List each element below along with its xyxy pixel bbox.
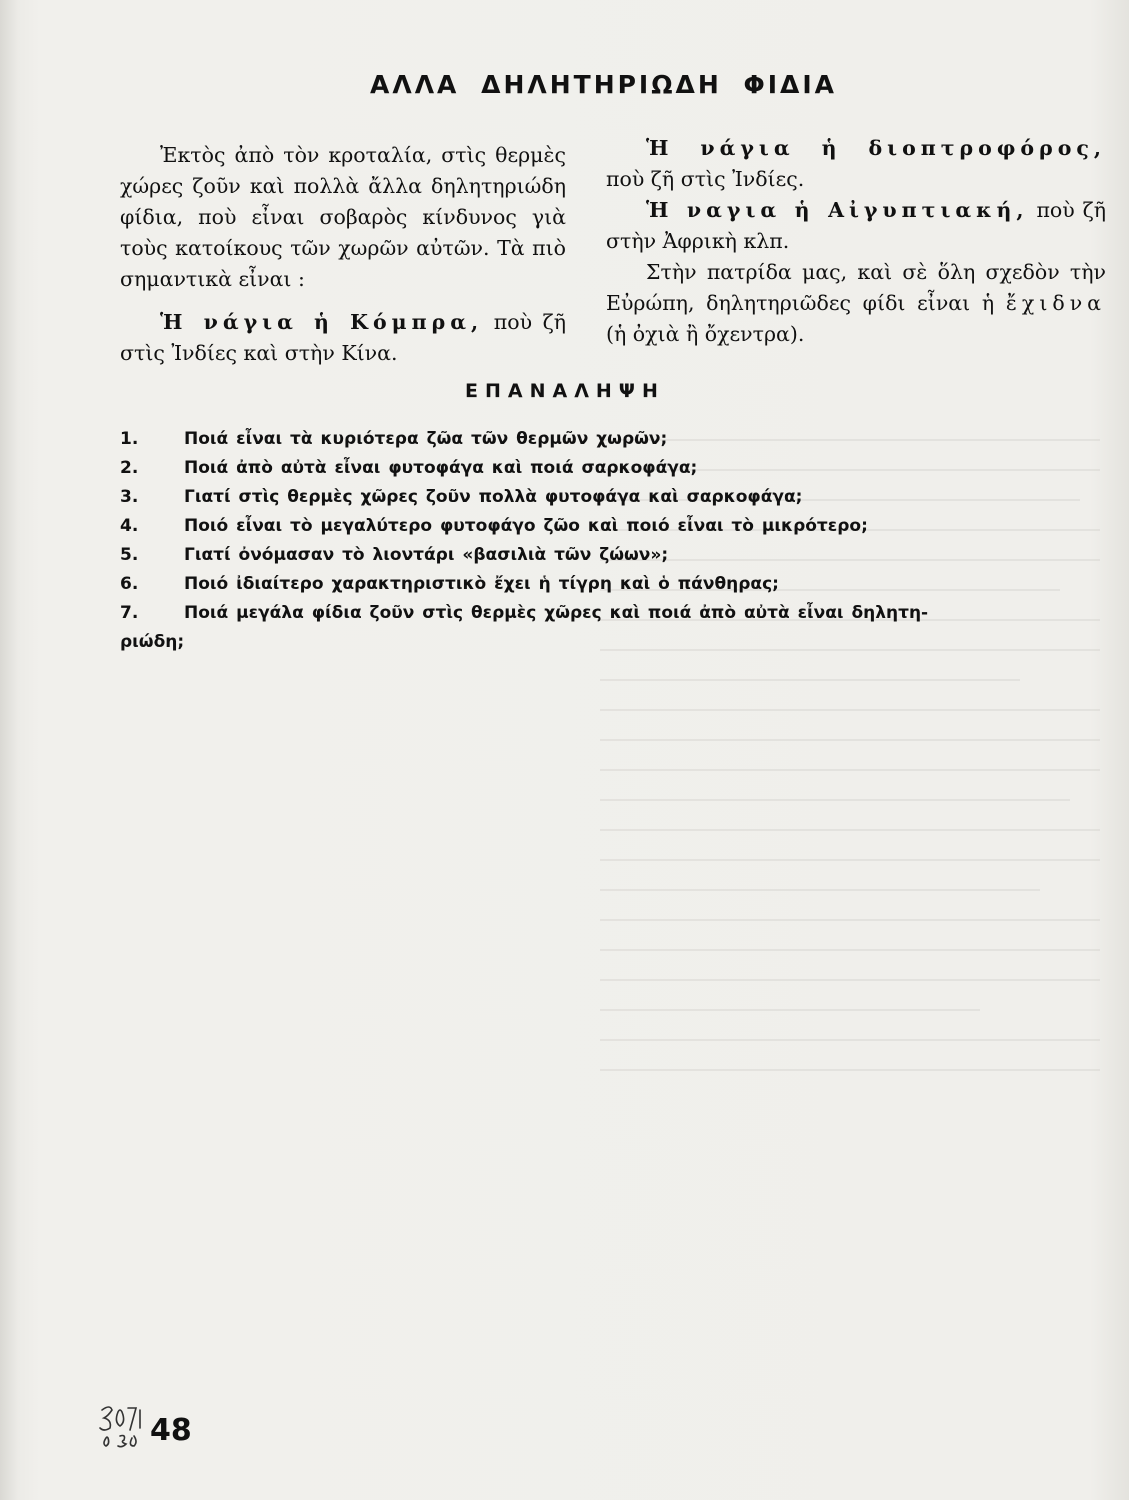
question-item: [120, 512, 1110, 541]
egyptian-text: ποὺ ζῆ στὴν Ἀφρικὴ κλπ.: [606, 198, 1106, 253]
cobra-text: ποὺ ζῆ στὶς Ἰνδίες καὶ στὴν Κίνα.: [120, 310, 566, 365]
question-item: [120, 454, 1110, 483]
page-number: 48: [150, 1413, 192, 1448]
question-text: Γιατί ὀνόμασαν τὸ λιοντάρι «βασιλιὰ τῶν ζώων»;: [184, 545, 669, 565]
question-text: Ποιά ἀπὸ αὐτὰ εἶναι φυτοφάγα καὶ ποιά σαρκοφάγα;: [184, 458, 698, 478]
right-column: [606, 133, 1106, 350]
viper-text: (ἡ ὀχιὰ ἢ ὄχεντρα).: [606, 322, 805, 346]
question-number: 3.: [120, 487, 139, 507]
homeland-text: Στὴν πατρίδα μας, καὶ σὲ ὅλη σχεδὸν τὴν Εὐρώπη, δηλητηριῶδες φίδι εἶναι ἡ: [606, 260, 1106, 315]
question-item: [120, 570, 1110, 599]
question-text: Ποιό εἶναι τὸ μεγαλύτερο φυτοφάγο ζῶο καὶ ποιό εἶναι τὸ μικρότερο;: [184, 516, 868, 536]
question-item: [120, 483, 1110, 512]
question-text: Ποιά μεγάλα φίδια ζοῦν στὶς θερμὲς χῶρες καὶ ποιά ἀπὸ αὐτὰ εἶναι δηλητη-: [184, 603, 929, 623]
question-number: 4.: [120, 516, 139, 536]
question-number: 7.: [120, 603, 139, 623]
homeland-paragraph: [606, 257, 1106, 350]
question-item: [120, 541, 1110, 570]
question-text: Ποιό ἰδιαίτερο χαρακτηριστικὸ ἔχει ἡ τίγρη καὶ ὁ πάνθηρας;: [184, 574, 779, 594]
question-number: 2.: [120, 458, 139, 478]
question-list: [120, 425, 1110, 657]
spectacled-paragraph: [606, 133, 1106, 195]
question-number: 6.: [120, 574, 139, 594]
question-number: 1.: [120, 429, 139, 449]
egyptian-name: Ἡ ναγια ἡ Αἰγυπτιακή,: [646, 198, 1029, 222]
section-title: ΕΠΑΝΑΛΗΨΗ: [465, 380, 665, 402]
question-text: Ποιά εἶναι τὰ κυριότερα ζῶα τῶν θερμῶν χωρῶν;: [184, 429, 668, 449]
question-number: 5.: [120, 545, 139, 565]
handwritten-note-drawing: [96, 1400, 156, 1450]
egyptian-paragraph: [606, 195, 1106, 257]
left-column: [120, 140, 566, 369]
handwritten-note: [96, 1400, 156, 1454]
spectacled-text: ποὺ ζῆ στὶς Ἰνδίες.: [606, 167, 805, 191]
intro-paragraph: Ἐκτὸς ἀπὸ τὸν κροταλία, στὶς θερμὲς χώρες ζοῦν καὶ πολλὰ ἄλλα δηλητηριώδη φίδια, ποὺ εἶναι σοβαρὸς κίνδυνος γιὰ τοὺς κατοίκους τῶν χωρῶν αὐτῶν. Τὰ πιὸ σημαντικὰ εἶναι :: [120, 143, 566, 291]
question-item: [120, 599, 1110, 628]
question-text: Γιατί στὶς θερμὲς χῶρες ζοῦν πολλὰ φυτοφάγα καὶ σαρκοφάγα;: [184, 487, 803, 507]
page-title: ΑΛΛΑ ΔΗΛΗΤΗΡΙΩΔΗ ΦΙΔΙΑ: [370, 70, 838, 99]
viper-name: ἔχιδνα: [1005, 291, 1106, 315]
spectacled-name: Ἡ νάγια ἡ διοπτροφόρος,: [646, 136, 1106, 160]
cobra-paragraph: [120, 307, 566, 369]
question-continuation: ριώδη;: [120, 632, 185, 652]
question-item: [120, 425, 1110, 454]
cobra-name: Ἡ νάγια ἡ Κόμπρα,: [160, 310, 484, 334]
